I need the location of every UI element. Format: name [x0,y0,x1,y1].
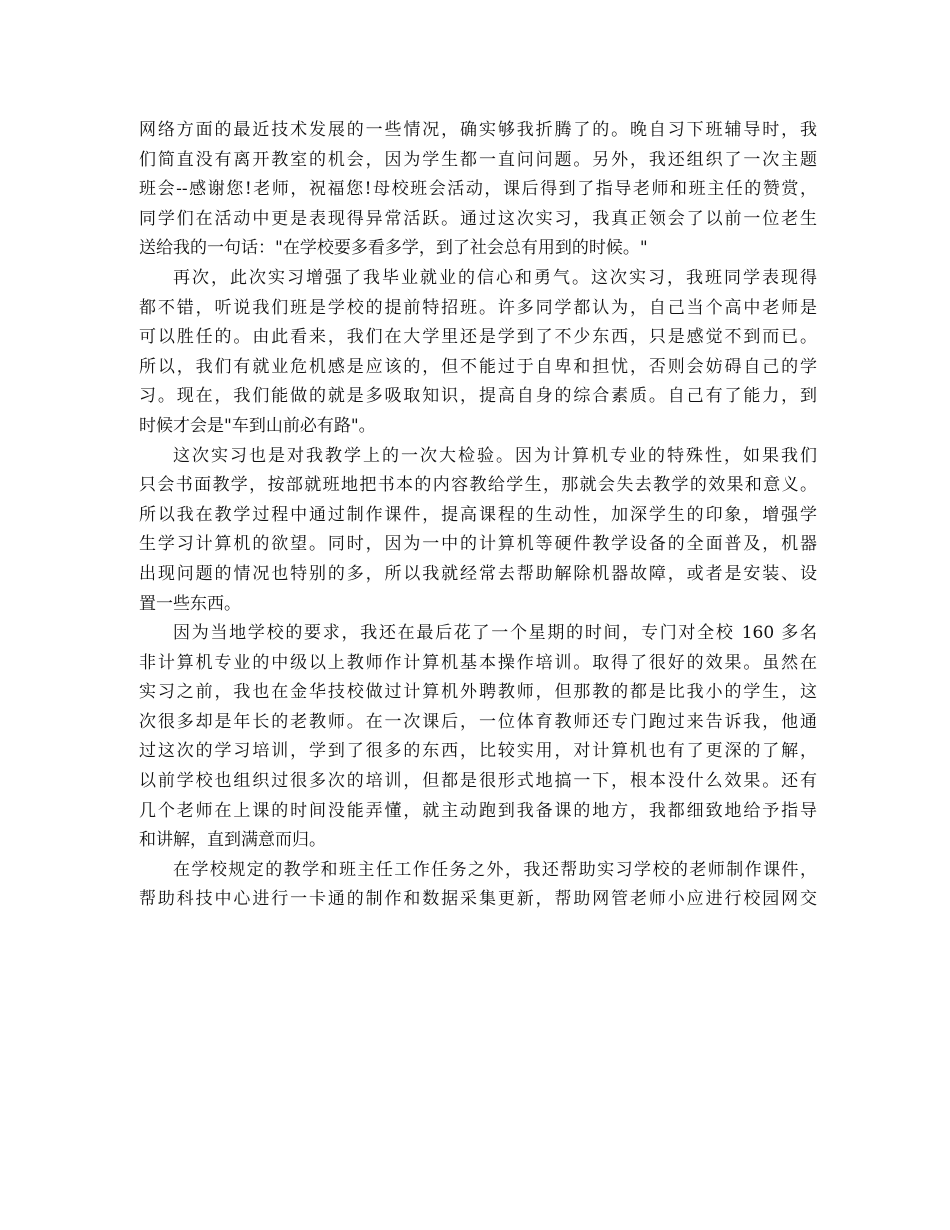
text-line: 送给我的一句话："在学校要多看多学，到了社会总有用到的时候。" [139,238,648,259]
text-line: 几个老师在上课的时间没能弄懂，就主动跑到我备课的地方，我都细致地给予指导 [139,800,817,821]
text-line: 非计算机专业的中级以上教师作计算机基本操作培训。取得了很好的效果。虽然在 [139,652,817,673]
text-line: 帮助科技中心进行一卡通的制作和数据采集更新，帮助网管老师小应进行校园网交 [139,889,817,910]
paragraph [139,116,817,264]
paragraph [139,442,817,620]
text-line: 置一些东西。 [139,593,241,614]
text-line: 时候才会是"车到山前必有路"。 [139,415,376,436]
paragraph [139,856,817,915]
text-line: 过这次的学习培训，学到了很多的东西，比较实用，对计算机也有了更深的了解， [139,741,817,762]
text-line: 次很多却是年长的老教师。在一次课后，一位体育教师还专门跑过来告诉我，他通 [139,711,817,732]
text-line: 所以我在教学过程中通过制作课件，提高课程的生动性，加深学生的印象，增强学 [139,504,817,525]
text-line: 生学习计算机的欲望。同时，因为一中的计算机等硬件教学设备的全面普及，机器 [139,534,817,555]
text-line: 这次实习也是对我教学上的一次大检验。因为计算机专业的特殊性，如果我们 [173,445,817,466]
document-body [139,116,817,915]
text-line: 同学们在活动中更是表现得异常活跃。通过这次实习，我真正领会了以前一位老生 [139,208,817,229]
text-line: 都不错，听说我们班是学校的提前特招班。许多同学都认为，自己当个高中老师是 [139,297,817,318]
text-line: 实习之前，我也在金华技校做过计算机外聘教师，但那教的都是比我小的学生，这 [139,682,817,703]
text-line: 和讲解，直到满意而归。 [139,830,326,851]
text-line: 以前学校也组织过很多次的培训，但都是很形式地搞一下，根本没什么效果。还有 [139,771,817,792]
text-line: 网络方面的最近技术发展的一些情况，确实够我折腾了的。晚自习下班辅导时，我 [139,120,817,140]
text-line: 习。现在，我们能做的就是多吸取知识，提高自身的综合素质。自己有了能力，到 [139,386,817,407]
text-line: 出现问题的情况也特别的多，所以我就经常去帮助解除机器故障，或者是安装、设 [139,563,817,584]
text-line: 因为当地学校的要求，我还在最后花了一个星期的时间，专门对全校 160 多名 [173,623,817,644]
paragraph [139,264,817,442]
text-line: 所以，我们有就业危机感是应该的，但不能过于自卑和担忧，否则会妨碍自己的学 [139,356,817,377]
text-line: 们简直没有离开教室的机会，因为学生都一直问问题。另外，我还组织了一次主题 [139,149,817,170]
text-line: 只会书面教学，按部就班地把书本的内容教给学生，那就会失去教学的效果和意义。 [139,475,817,496]
text-line: 再次，此次实习增强了我毕业就业的信心和勇气。这次实习，我班同学表现得 [173,267,817,288]
text-line: 可以胜任的。由此看来，我们在大学里还是学到了不少东西，只是感觉不到而已。 [139,327,817,348]
text-line: 班会--感谢您!老师，祝福您!母校班会活动，课后得到了指导老师和班主任的赞赏， [139,179,817,200]
text-line: 在学校规定的教学和班主任工作任务之外，我还帮助实习学校的老师制作课件， [173,859,817,880]
paragraph [139,619,817,856]
